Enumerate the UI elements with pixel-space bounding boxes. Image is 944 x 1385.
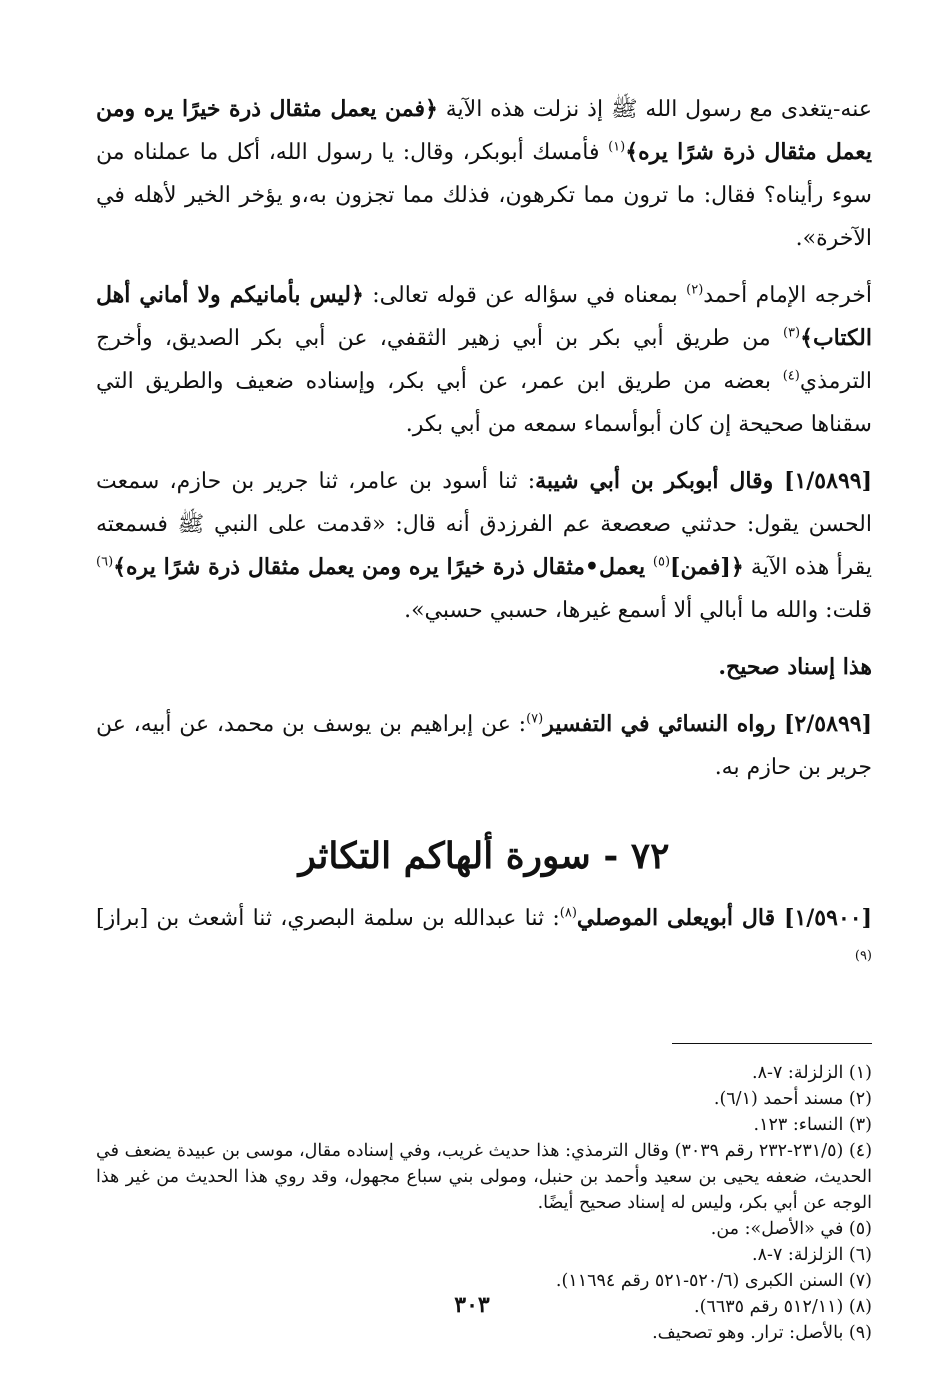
bold-text: هذا إسناد صحيح. — [718, 654, 872, 680]
text-run: : ثنا عبدالله بن سلمة البصري، ثنا أشعث بن [براز] — [96, 906, 560, 931]
bold-text: [٢/٥٨٩٩] رواه النسائي في التفسير — [543, 711, 872, 737]
footnote-ref: (٩) — [854, 948, 872, 964]
footnote: (٧) السنن الكبرى (٥٢٠/٦-٥٢١ رقم ١١٦٩٤). — [555, 1271, 872, 1291]
text-run: عنه-يتغدى مع رسول الله ﷺ إذ نزلت هذه الآية — [437, 97, 872, 122]
page-body — [96, 88, 872, 1345]
text-run: أخرجه الإمام أحمد — [703, 283, 873, 308]
text-run: من طريق أبي بكر بن أبي زهير الثقفي، عن أبي بكر الصديق، وأخرج الترمذي — [96, 326, 872, 394]
footnote-ref: (١) — [608, 139, 626, 155]
bold-text: يعمل•مثقال ذرة خيرًا يره ومن يعمل مثقال ذرة شرًا يره﴾ — [113, 554, 653, 580]
paragraph — [96, 88, 872, 260]
bold-text: [١/٥٩٠٠] قال أبويعلى الموصلي — [576, 905, 872, 931]
surah-heading: ٧٢ - سورة ألهاكم التكاثر — [298, 835, 670, 877]
hadith-paragraph — [96, 897, 872, 983]
bold-text: [١/٥٨٩٩] وقال أبوبكر بن أبي شيبة — [535, 468, 872, 494]
text-run: بعضه من طريق ابن عمر، عن أبي بكر، وإسناده ضعيف والطريق التي سقناها صحيحة إن كان أبوأسماء سمعه من أبي بكر. — [96, 369, 872, 437]
main-text — [96, 88, 872, 789]
footnote-ref: (٢) — [686, 282, 704, 298]
footnote-ref: (٥) — [652, 554, 671, 570]
bold-text: ﴿[فمن] — [670, 554, 744, 580]
footnote-separator — [672, 1043, 872, 1044]
paragraph — [96, 897, 872, 983]
bold-text: ﴿فمن يعمل مثقال ذرة خيرًا يره ومن يعمل مثقال ذرة شرًا يره﴾ — [96, 96, 872, 165]
paragraph — [96, 460, 872, 632]
text-run: : ثنا أسود بن عامر، ثنا جرير بن حازم، سمعت الحسن يقول: حدثني صعصعة عم الفرزدق أنه قال: «قدمت على النبي ﷺ فسمعته يقرأ هذه الآية — [96, 469, 872, 580]
footnote-ref: (٣) — [782, 325, 801, 341]
footnote: (٩) بالأصل: ترار. وهو تصحيف. — [652, 1323, 872, 1343]
text-run: بمعناه في سؤاله عن قوله تعالى: — [363, 283, 687, 308]
footnote-ref: (٧) — [526, 711, 544, 727]
footnote: (٤) (٢٣١/٥-٢٣٢ رقم ٣٠٣٩) وقال الترمذي: هذا حديث غريب، وفي إسناده مقال، موسى بن عبيدة يضعف في الحديث، ضعفه يحيى بن سعيد وأحمد بن حنبل، ومولى بني سباع مجهول، وقد روي هذا الحديث من غير هذا الوجه عن أبي بكر، وليس له إسناد صحيح أيضًا. — [96, 1141, 873, 1213]
footnote-ref: (٦) — [96, 554, 114, 570]
page-number: ٣٠٣ — [454, 1292, 490, 1318]
paragraph — [96, 274, 872, 446]
text-run: فأمسك أبوبكر، وقال: يا رسول الله، أكل ما عملناه من سوء رأيناه؟ فقال: ما ترون مما تكرهون، فذلك مما تجزون به،و يؤخر الخير لأهله في الآخرة». — [96, 140, 872, 251]
footnote: (٥) في «الأصل»: من. — [710, 1219, 872, 1239]
footnote: (٣) النساء: ١٢٣. — [753, 1115, 872, 1135]
text-run: : عن إبراهيم بن يوسف بن محمد، عن أبيه، عن جرير بن حازم به. — [96, 712, 872, 780]
bold-text: ﴿ليس بأمانيكم ولا أماني أهل الكتاب﴾ — [96, 282, 872, 351]
footnote-ref: (٤) — [782, 368, 800, 384]
text-run: قلت: والله ما أبالي ألا أسمع غيرها، حسبي حسبي». — [404, 598, 872, 623]
footnote: (٨) (٥١٢/١١ رقم ٦٦٣٥). — [694, 1297, 872, 1317]
paragraph — [96, 703, 872, 789]
paragraph — [96, 646, 872, 689]
footnote-ref: (٨) — [559, 905, 577, 921]
footnote: (٢) مسند أحمد (٦/١). — [713, 1089, 872, 1109]
footnote: (٦) الزلزلة: ٧-٨. — [752, 1245, 872, 1265]
footnote: (١) الزلزلة: ٧-٨. — [752, 1063, 872, 1083]
